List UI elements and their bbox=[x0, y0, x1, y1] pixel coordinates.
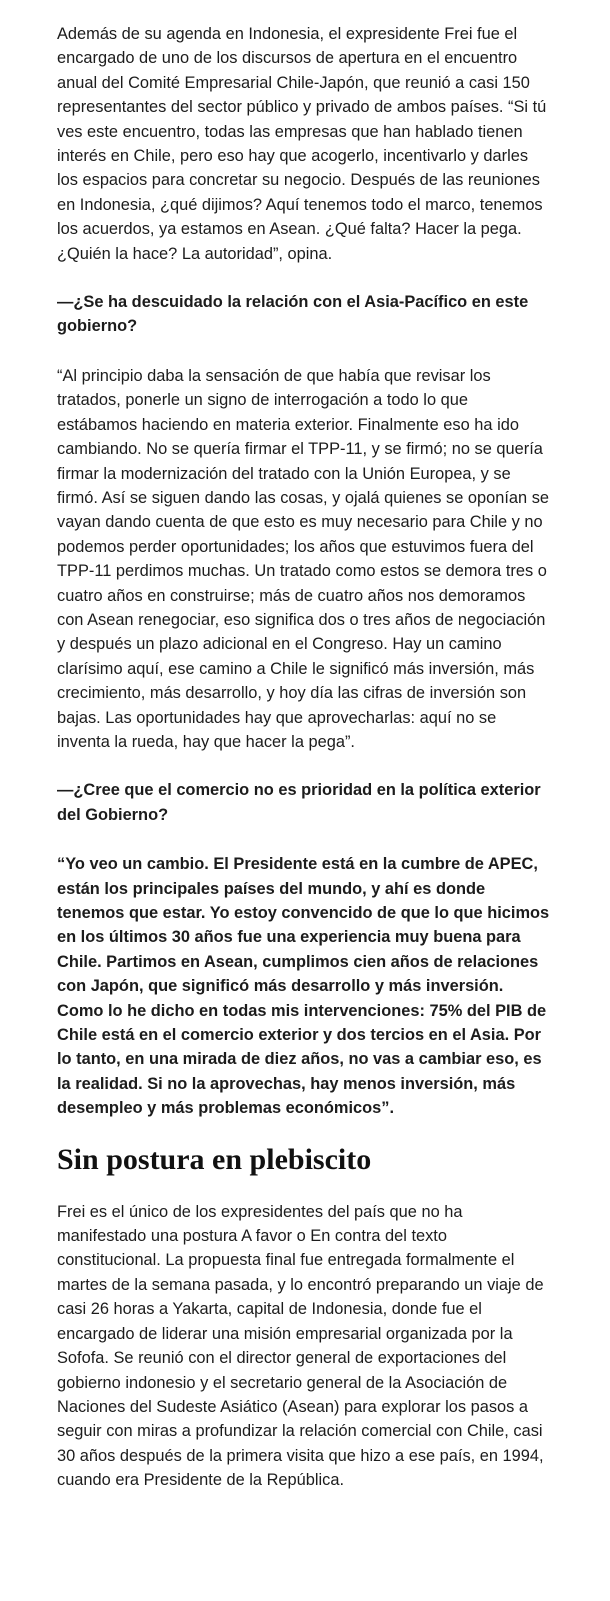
interview-question: —¿Se ha descuidado la relación con el Asia-Pacífico en este gobierno? bbox=[57, 293, 529, 336]
interview-question: —¿Cree que el comercio no es prioridad en la política exterior del Gobierno? bbox=[57, 781, 541, 824]
article-body bbox=[57, 22, 552, 1517]
paragraph: Además de su agenda en Indonesia, el expresidente Frei fue el encargado de uno de los discursos de apertura en el encuentro anual del Comité Empresarial Chile-Japón, que reunió a casi 150 representantes del sector público y privado de ambos países. “Si tú ves este encuentro, todas las empresas que han hablado tienen interés en Chile, pero eso hay que acogerlo, incentivarlo y darles los espacios para concretar su negocio. Después de las reuniones en Indonesia, ¿qué dijimos? Aquí tenemos todo el marco, tenemos los acuerdos, ya estamos en Asean. ¿Qué falta? Hacer la pega. ¿Quién la hace? La autoridad”, opina. bbox=[57, 25, 547, 263]
bold-answer-paragraph: “Yo veo un cambio. El Presidente está en la cumbre de APEC, están los principales países del mundo, y ahí es donde tenemos que estar. Yo estoy convencido de que lo que hicimos en los últimos 30 años fue una experiencia muy buena para Chile. Partimos en Asean, cumplimos cien años de relaciones con Japón, que significó más desarrollo y más inversión. Como lo he dicho en todas mis intervenciones: 75% del PIB de Chile está en el comercio exterior y dos tercios en el Asia. Por lo tanto, en una mirada de diez años, no vas a cambiar eso, es la realidad. Si no la aprovechas, hay menos inversión, más desempleo y más problemas económicos”. bbox=[57, 855, 550, 1118]
section-heading: Sin postura en plebiscito bbox=[57, 1142, 372, 1176]
paragraph: “Al principio daba la sensación de que había que revisar los tratados, ponerle un signo de interrogación a todo lo que estábamos haciendo en materia exterior. Finalmente eso ha ido cambiando. No se quería firmar el TPP-11, y se firmó; no se quería firmar la modernización del tratado con la Unión Europea, y se firmó. Así se siguen dando las cosas, y ojalá quienes se oponían se vayan dando cuenta de que esto es muy necesario para Chile y no podemos perder oportunidades; los años que estuvimos fuera del TPP-11 perdimos muchas. Un tratado como estos se demora tres o cuatro años en construirse; más de cuatro años nos demoramos con Asean renegociar, eso significa dos o tres años de negociación y después un plazo adicional en el Congreso. Hay un camino clarísimo aquí, ese camino a Chile le significó más inversión, más crecimiento, más desarrollo, y hoy día las cifras de inversión son bajas. Las oportunidades hay que aprovecharlas: aquí no se inventa la rueda, hay que hacer la pega”. bbox=[57, 366, 550, 751]
paragraph: Frei es el único de los expresidentes del país que no ha manifestado una postura A favor o En contra del texto constitucional. La propuesta final fue entregada formalmente el martes de la semana pasada, y lo encontró preparando un viaje de casi 26 horas a Yakarta, capital de Indonesia, donde fue el encargado de liderar una misión empresarial organizada por la Sofofa. Se reunió con el director general de exportaciones del gobierno indonesio y el secretario general de la Asociación de Naciones del Sudeste Asiático (Asean) para explorar los pasos a seguir con miras a profundizar la relación comercial con Chile, casi 30 años después de la primera visita que hizo a ese país, en 1994, cuando era Presidente de la República. bbox=[57, 1202, 544, 1490]
